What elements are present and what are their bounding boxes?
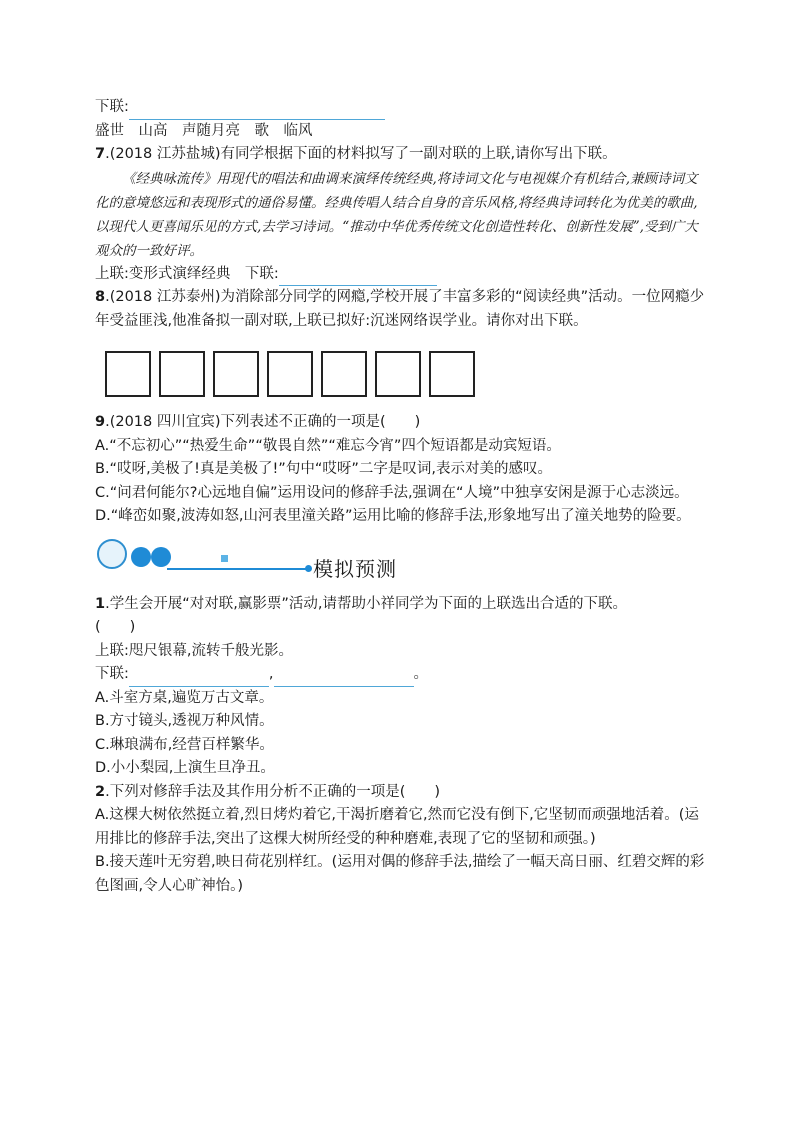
section-header	[95, 531, 705, 593]
page-content	[95, 96, 705, 898]
m1-option-d: D.小小梨园,上演生旦净丑。	[95, 760, 275, 776]
answer-blank[interactable]	[129, 101, 385, 120]
question-number: 7	[95, 146, 106, 162]
question-text: .下列对修辞手法及其作用分析不正确的一项是( )	[105, 783, 441, 800]
shanglian: 上联:变形式演绎经典	[95, 265, 231, 282]
question-7	[95, 143, 705, 167]
word-4: 歌	[254, 122, 269, 139]
section-rule	[167, 568, 307, 570]
q7-passage: 《经典咏流传》用现代的唱法和曲调来演绎传统经典,将诗词文化与电视媒介有机结合,兼顾诗词文化的意境悠远和表现形式的通俗易懂。经典传唱人结合自身的音乐风格,将经典诗词转化为优美的歌曲,以现代人更喜闻乐见的方式,去学习诗词。“推动中华优秀传统文化创造性转化、创新性发展”,受到广大观众的一致好评。	[95, 170, 698, 259]
question-text: .(2018 四川宜宾)下列表述不正确的一项是( )	[105, 414, 421, 430]
q9-option-d: D.“峰峦如聚,波涛如怒,山河表里潼关路”运用比喻的修辞手法,形象地写出了潼关地势的险要。	[95, 508, 691, 524]
answer-box[interactable]	[159, 351, 205, 397]
question-8	[95, 286, 705, 333]
word-options	[95, 120, 705, 144]
mock-question-1	[95, 593, 705, 617]
m2-option-b: B.接天莲叶无穷碧,映日荷花别样红。(运用对偶的修辞手法,描绘了一幅天高日丽、红碧交辉的彩色图画,令人心旷神怡。)	[95, 854, 705, 894]
word-5: 临风	[283, 122, 313, 139]
answer-box[interactable]	[375, 351, 421, 397]
top-xialian-line	[95, 96, 705, 120]
word-3: 声随月亮	[182, 122, 240, 139]
q9-option-b: B.“哎呀,美极了!真是美极了!”句中“哎呀”二字是叹词,表示对美的感叹。	[95, 461, 552, 477]
dot-icon	[151, 547, 171, 567]
xialian-label: 下联:	[244, 265, 279, 282]
question-number: 8	[95, 289, 106, 305]
word-2: 山高	[138, 122, 168, 139]
question-text: .学生会开展“对对联,赢影票”活动,请帮助小祥同学为下面的上联选出合适的下联。	[105, 595, 627, 612]
answer-blank[interactable]	[279, 267, 437, 286]
rule-end-dot-icon	[305, 565, 312, 572]
question-text: .(2018 江苏盐城)有同学根据下面的材料拟写了一副对联的上联,请你写出下联。	[105, 146, 617, 162]
q9-option-a: A.“不忘初心”“热爱生命”“敬畏自然”“难忘今宵”四个短语都是动宾短语。	[95, 437, 561, 454]
mock-question-2	[95, 781, 705, 805]
xialian-label: 下联:	[95, 99, 129, 115]
answer-boxes	[105, 351, 705, 397]
m1-option-b: B.方寸镜头,透视万种风情。	[95, 713, 274, 729]
question-text: .(2018 江苏泰州)为消除部分同学的网瘾,学校开展了丰富多彩的“阅读经典”活动。一位网瘾少年受益匪浅,他准备拟一副对联,上联已拟好:沉迷网络误学业。请你对出下联。	[95, 289, 705, 329]
question-9	[95, 411, 705, 435]
word-1: 盛世	[95, 122, 124, 139]
answer-box[interactable]	[267, 351, 313, 397]
period: 。	[413, 666, 428, 682]
xialian-label: 下联:	[95, 666, 129, 682]
m1-shanglian: 上联:咫尺银幕,流转千般光影。	[95, 642, 293, 659]
brush-logo-icon	[97, 539, 127, 569]
m1-option-c: C.琳琅满布,经营百样繁华。	[95, 736, 274, 753]
answer-blank[interactable]	[274, 668, 414, 687]
answer-paren: ( )	[95, 619, 136, 635]
answer-box[interactable]	[321, 351, 367, 397]
q7-couplet	[95, 263, 705, 287]
m1-option-a: A.斗室方桌,遍览万古文章。	[95, 689, 274, 706]
m1-xialian	[95, 663, 705, 687]
answer-box[interactable]	[429, 351, 475, 397]
answer-blank[interactable]	[129, 668, 269, 687]
question-number: 2	[95, 783, 106, 800]
dot-icon	[131, 547, 151, 567]
question-number: 9	[95, 414, 106, 430]
m2-option-a: A.这棵大树依然挺立着,烈日烤灼着它,干渴折磨着它,然而它没有倒下,它坚韧而顽强地活着。(运用排比的修辞手法,突出了这棵大树所经受的种种磨难,表现了它的坚韧和顽强。)	[95, 807, 699, 847]
q9-option-c: C.“问君何能尔?心远地自偏”运用设问的修辞手法,强调在“人境”中独享安闲是源于心志淡远。	[95, 484, 689, 501]
answer-box[interactable]	[213, 351, 259, 397]
question-number: 1	[95, 595, 106, 612]
section-title: 模拟预测	[313, 556, 397, 581]
comma: ,	[268, 666, 274, 682]
answer-box[interactable]	[105, 351, 151, 397]
square-icon	[221, 555, 228, 562]
